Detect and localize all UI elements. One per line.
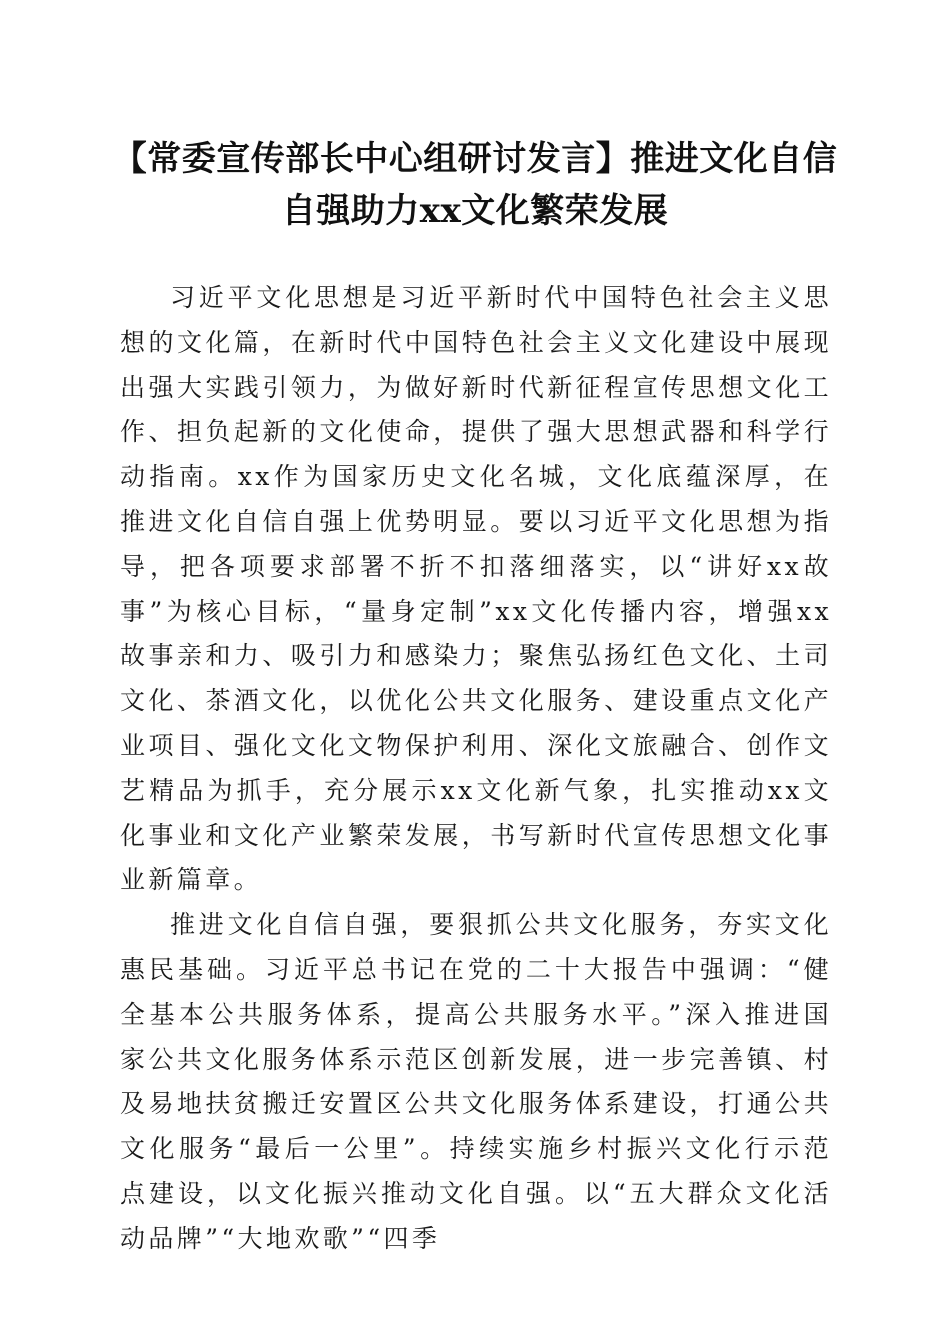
- document-title: 【常委宣传部长中心组研讨发言】推进文化自信自强助力xx文化繁荣发展: [112, 139, 838, 231]
- paragraph: 推进文化自信自强，要狠抓公共文化服务，夯实文化惠民基础。习近平总书记在党的二十大报告中强调：“健全基本公共服务体系，提高公共服务水平。”深入推进国家公共文化服务体系示范区创新发展，进一步完善镇、村及易地扶贫搬迁安置区公共文化服务体系建设，打通公共文化服务“最后一公里”。持续实施乡村振兴文化行示范点建设，以文化振兴推动文化自强。以“五大群众文化活动品牌”“大地欢歌”“四季: [120, 910, 832, 1253]
- paragraph: 习近平文化思想是习近平新时代中国特色社会主义思想的文化篇，在新时代中国特色社会主义文化建设中展现出强大实践引领力，为做好新时代新征程宣传思想文化工作、担负起新的文化使命，提供了强大思想武器和科学行动指南。xx作为国家历史文化名城，文化底蕴深厚，在推进文化自信自强上优势明显。要以习近平文化思想为指导，把各项要求部署不折不扣落细落实，以“讲好xx故事”为核心目标，“量身定制”xx文化传播内容，增强xx故事亲和力、吸引力和感染力；聚焦弘扬红色文化、土司文化、茶酒文化，以优化公共文化服务、建设重点文化产业项目、强化文化文物保护利用、深化文旅融合、创作文艺精品为抓手，充分展示xx文化新气象，扎实推动xx文化事业和文化产业繁荣发展，书写新时代宣传思想文化事业新篇章。: [120, 283, 832, 895]
- document-body: [120, 276, 832, 1262]
